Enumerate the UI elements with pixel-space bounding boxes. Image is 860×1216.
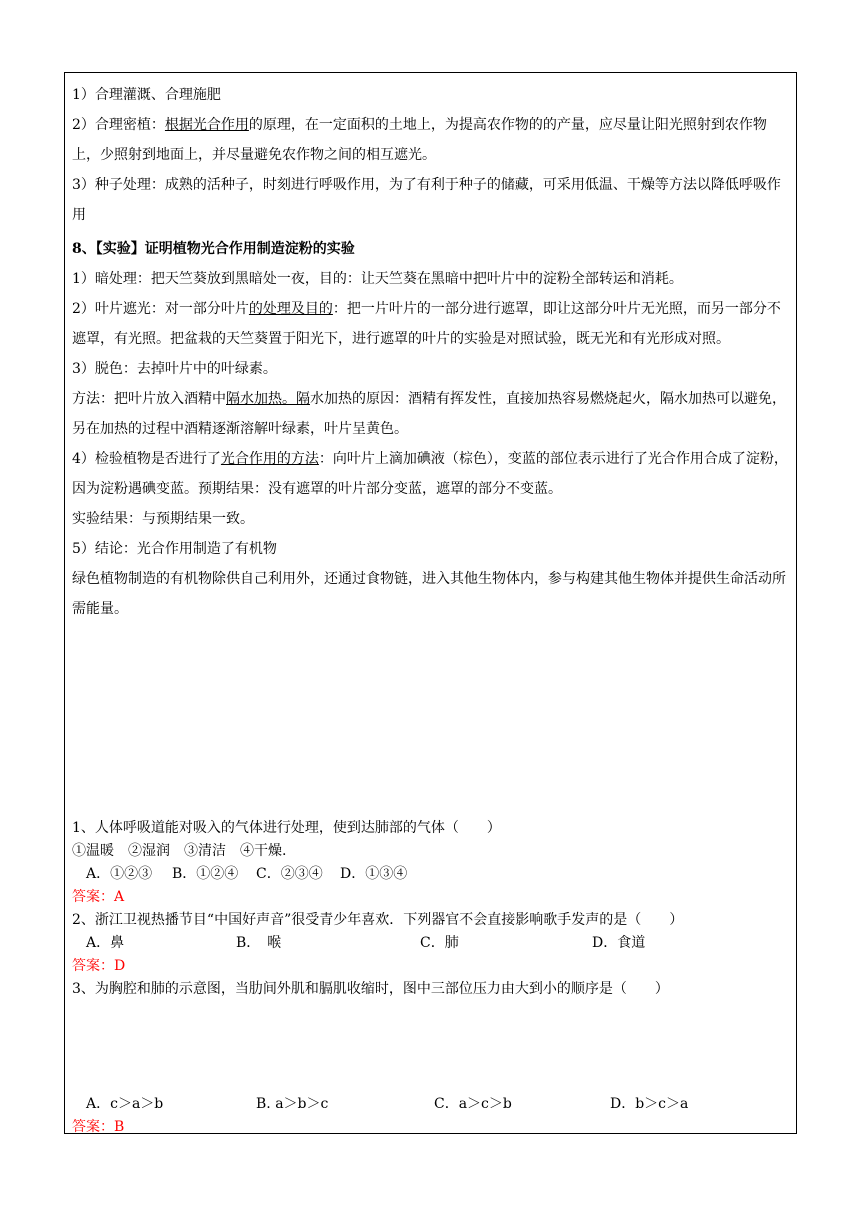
notes-section — [72, 80, 794, 624]
option: A．鼻 — [72, 935, 125, 951]
option: D．b＞c＞a — [610, 1096, 689, 1112]
figure-placeholder — [72, 1001, 794, 1093]
option: A．c＞a＞b — [72, 1096, 164, 1112]
option: C．a＞c＞b — [434, 1096, 512, 1112]
method-paragraph: 方法：把叶片放入酒精中隔水加热。隔水加热的原因：酒精有挥发性，直接加热容易燃烧起火，隔水加热可以避免，另在加热的过程中酒精逐渐溶解叶绿素，叶片呈黄色。 — [72, 391, 786, 437]
question-1-options — [72, 863, 794, 886]
answer-3: 答案：B — [72, 1119, 125, 1135]
questions-section — [72, 817, 794, 1139]
option: D．食道 — [592, 935, 646, 951]
answer-1: 答案：A — [72, 889, 125, 905]
option: D．①③④ — [340, 866, 408, 882]
question-1-items: ①温暖 ②湿润 ③清洁 ④干燥. — [72, 843, 287, 859]
final-paragraph: 绿色植物制造的有机物除供自己利用外，还通过食物链，进入其他生物体内，参与构建其他生物体并提供生命活动所需能量。 — [72, 571, 786, 617]
question-1: 1、人体呼吸道能对吸入的气体进行处理，使到达肺部的气体（ ） — [72, 820, 501, 836]
question-3-options — [72, 1093, 794, 1116]
experiment-result: 实验结果：与预期结果一致。 — [72, 511, 254, 527]
option: B．①②④ — [172, 866, 239, 882]
paragraph-planting: 2）合理密植：根据光合作用的原理，在一定面积的土地上，为提高农作物的的产量，应尽量让阳光照射到农作物上，少照射到地面上，并尽量避免农作物之间的相互遮光。 — [72, 117, 767, 163]
option: B. a＞b＞c — [256, 1096, 329, 1112]
step-leaf-covering: 2）叶片遮光：对一部分叶片的处理及目的：把一片叶片的一部分进行遮罩，即让这部分叶片无光照，而另一部分不遮罩，有光照。把盆栽的天竺葵置于阳光下，进行遮罩的叶片的实验是对照试验，既无光和有光形成对照。 — [72, 301, 781, 347]
paragraph-irrigation: 1）合理灌溉、合理施肥 — [72, 87, 221, 103]
experiment-heading: 8、【实验】证明植物光合作用制造淀粉的实验 — [72, 241, 355, 257]
step-dark-treatment: 1）暗处理：把天竺葵放到黑暗处一夜，目的：让天竺葵在黑暗中把叶片中的淀粉全部转运和消耗。 — [72, 271, 683, 287]
paragraph-seed: 3）种子处理：成熟的活种子，时刻进行呼吸作用，为了有利于种子的储藏，可采用低温、干燥等方法以降低呼吸作用 — [72, 177, 781, 223]
step-test: 4）检验植物是否进行了光合作用的方法：向叶片上滴加碘液（棕色），变蓝的部位表示进行了光合作用合成了淀粉，因为淀粉遇碘变蓝。预期结果：没有遮罩的叶片部分变蓝，遮罩的部分不变蓝。 — [72, 451, 788, 497]
option: C．②③④ — [256, 866, 323, 882]
question-3: 3、为胸腔和肺的示意图，当肋间外肌和膈肌收缩时，图中三部位压力由大到小的顺序是（ ） — [72, 981, 669, 997]
question-2: 2、浙江卫视热播节目“中国好声音”很受青少年喜欢．下列器官不会直接影响歌手发声的是（ ） — [72, 912, 684, 928]
option: C．肺 — [420, 935, 459, 951]
question-2-options — [72, 932, 794, 955]
option: A．①②③ — [72, 866, 153, 882]
step-decolor: 3）脱色：去掉叶片中的叶绿素。 — [72, 361, 277, 377]
option: B． 喉 — [236, 935, 282, 951]
answer-2: 答案：D — [72, 958, 126, 974]
step-conclusion: 5）结论：光合作用制造了有机物 — [72, 541, 277, 557]
